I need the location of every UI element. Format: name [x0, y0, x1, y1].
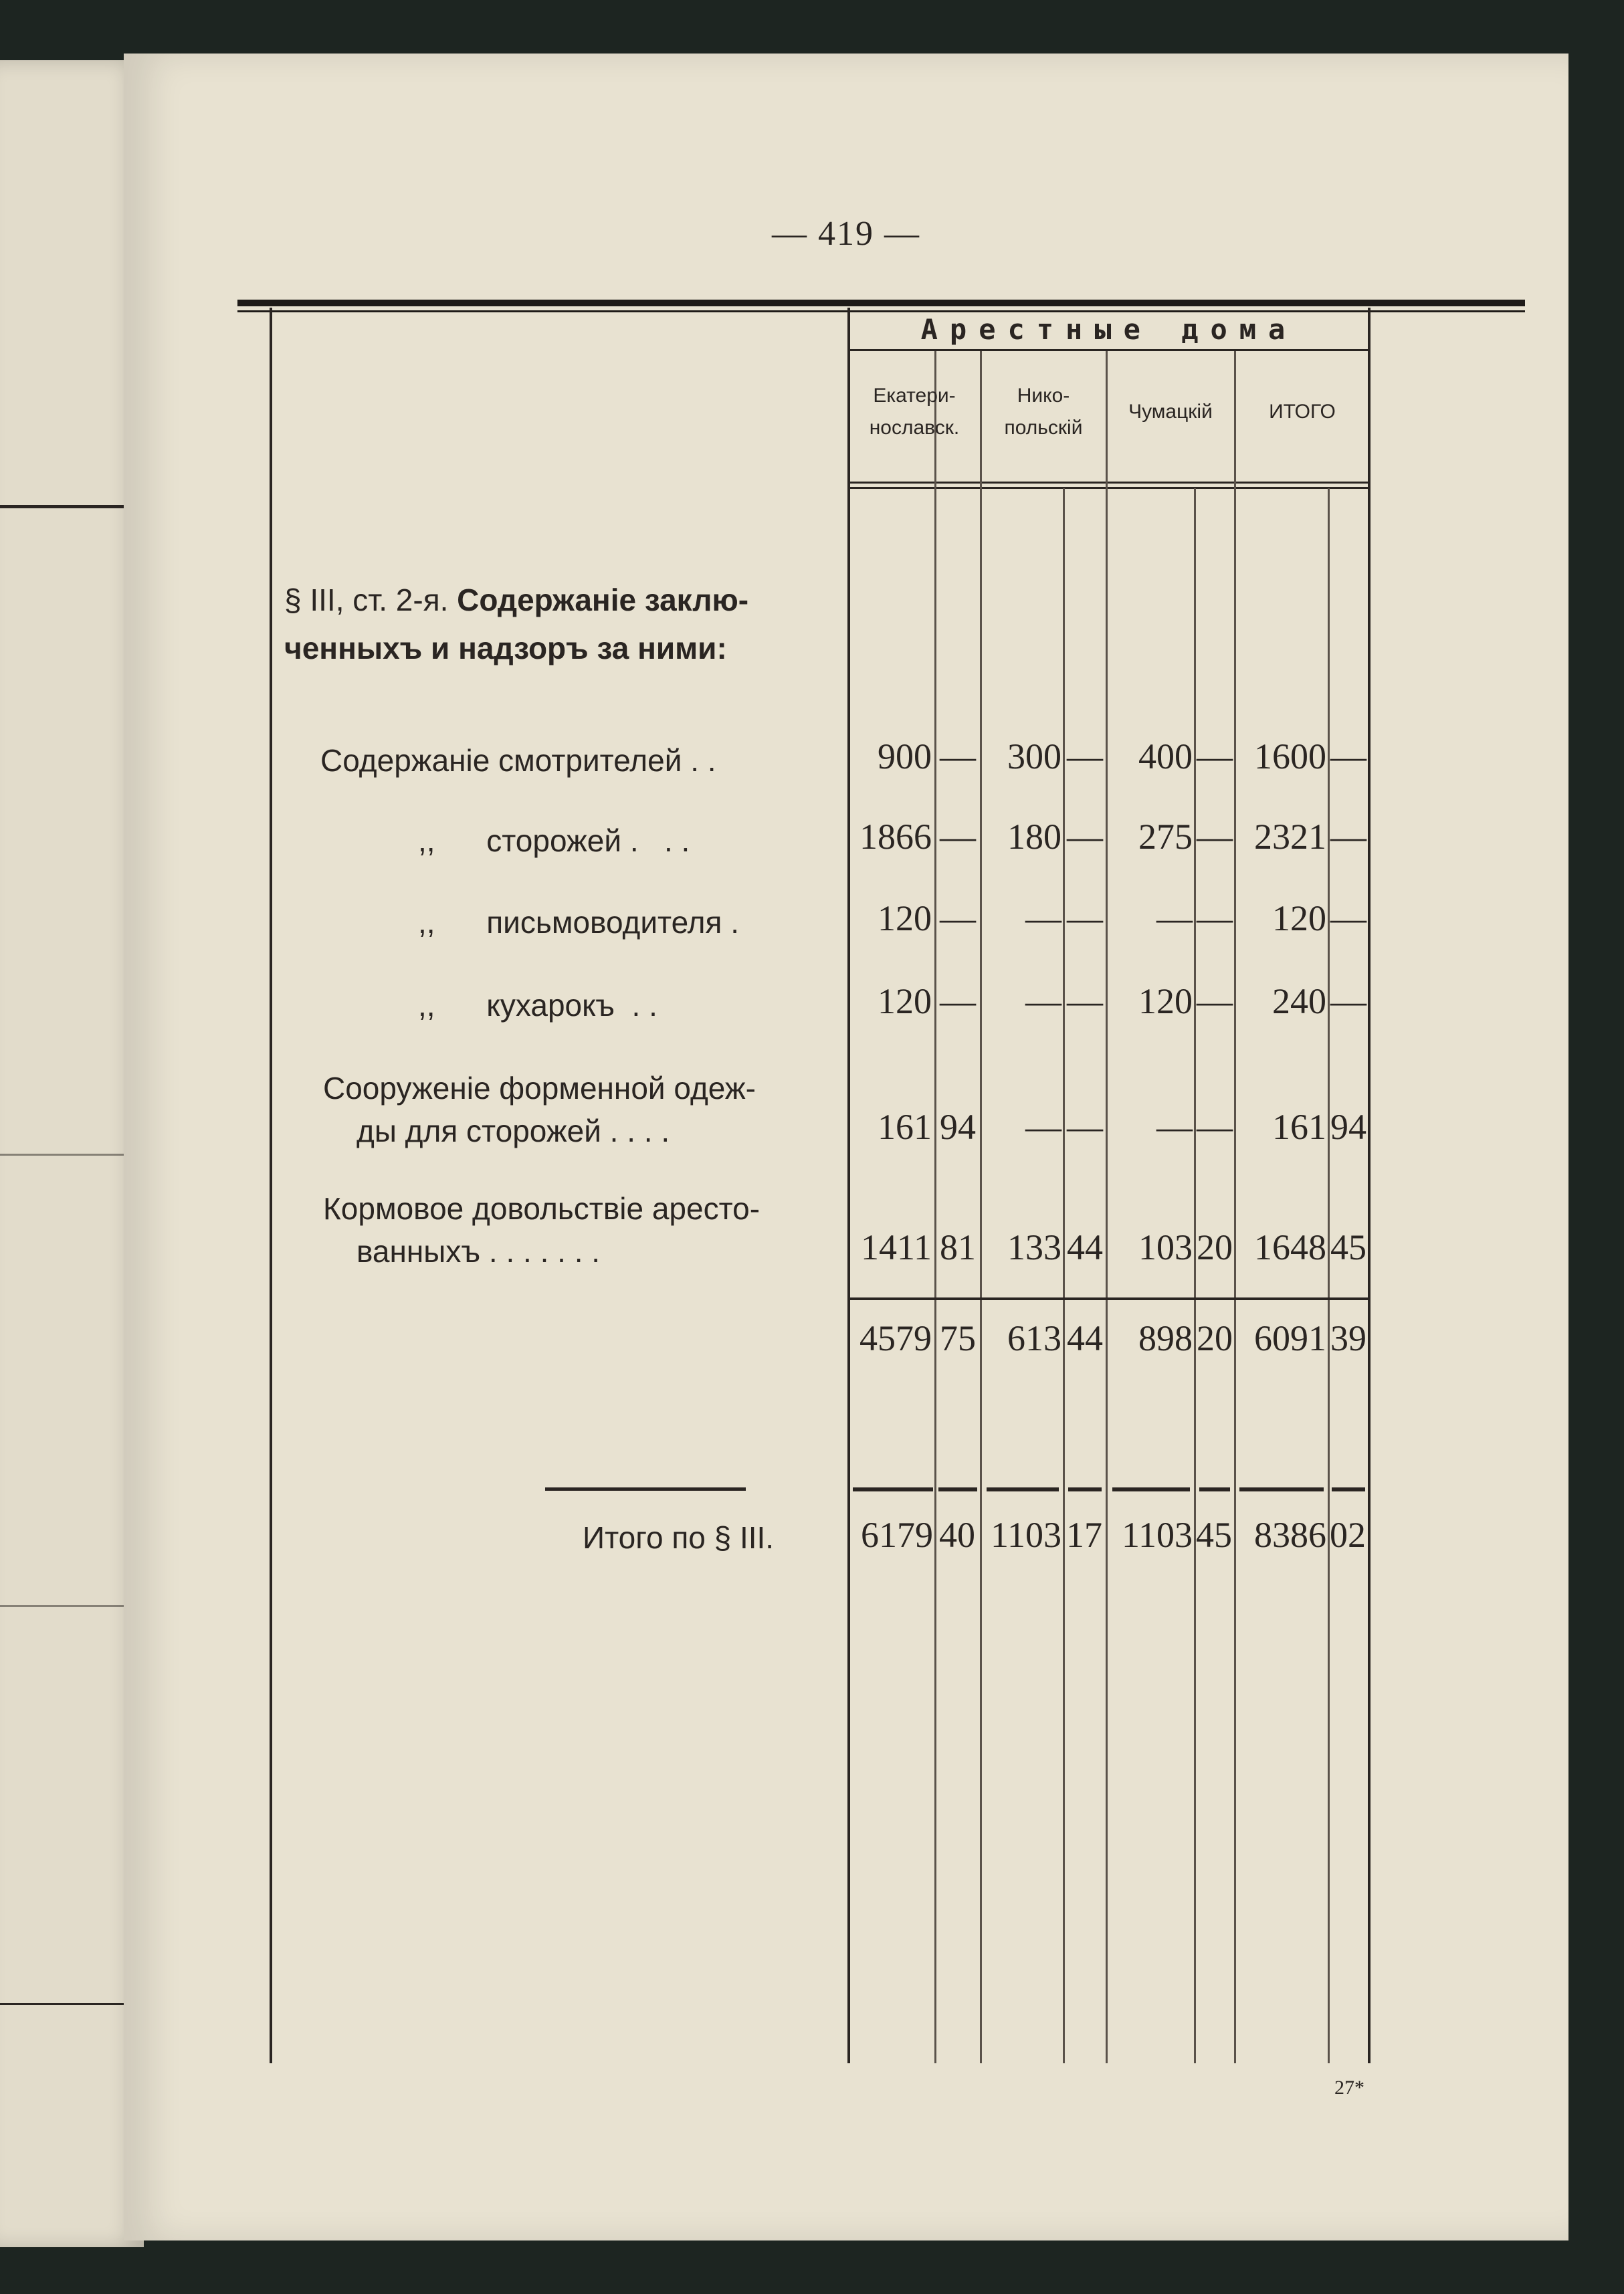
column-divider — [1194, 488, 1196, 2063]
subtotal-kop: 39 — [1330, 1318, 1366, 1358]
column-header-chumatsky — [1107, 396, 1234, 428]
cell-kop: — — [1330, 898, 1366, 938]
cell-rub: 180 — [1007, 817, 1061, 857]
top-rule-thin — [237, 310, 1525, 312]
row-label: Кормовое довольствіе аресто- — [323, 1191, 760, 1226]
column-divider — [1234, 351, 1236, 2063]
total-rule — [987, 1487, 1059, 1491]
total-rub: 8386 — [1254, 1515, 1326, 1555]
cell-kop: — — [940, 736, 976, 776]
subtotal-rub: 613 — [1007, 1318, 1061, 1358]
cell-rub: 1411 — [861, 1227, 932, 1267]
cell-kop: — — [1197, 736, 1233, 776]
cell-kop: — — [1197, 898, 1233, 938]
cell-rub: 161 — [878, 1107, 932, 1147]
column-header-itogo — [1237, 396, 1368, 428]
total-rub: 1103 — [991, 1515, 1061, 1555]
subtotal-rub: 6091 — [1254, 1318, 1326, 1358]
cell-kop: 20 — [1197, 1227, 1233, 1267]
total-rule — [1332, 1487, 1365, 1491]
row-label: Сооруженіе форменной одеж- — [323, 1071, 756, 1106]
total-rule-label — [545, 1487, 746, 1491]
left-page-edge — [0, 60, 144, 2247]
cell-rub: — — [1025, 898, 1061, 938]
cell-kop: 44 — [1067, 1227, 1103, 1267]
cell-kop: 81 — [940, 1227, 976, 1267]
total-rule — [938, 1487, 977, 1491]
column-header-ekaterinoslavsk — [850, 380, 979, 444]
cell-rub: — — [1156, 898, 1193, 938]
column-header-line: нославск. — [869, 417, 960, 439]
column-divider — [1063, 488, 1065, 2063]
document-page — [124, 54, 1568, 2240]
cell-kop: — — [940, 817, 976, 857]
subtotal-rule — [847, 1297, 1371, 1300]
row-label: ды для сторожей . . . . — [357, 1114, 670, 1148]
cell-rub: 1866 — [859, 817, 932, 857]
data-area-left-border — [847, 308, 850, 2063]
column-divider — [1328, 488, 1330, 2063]
cell-kop: — — [1067, 1107, 1103, 1147]
cell-rub: — — [1025, 1107, 1061, 1147]
cell-kop: 94 — [1330, 1107, 1366, 1147]
page-number: — 419 — — [772, 215, 920, 253]
left-page-rule — [0, 1605, 134, 1607]
cell-rub: 133 — [1007, 1227, 1061, 1267]
total-rub: 6179 — [861, 1515, 933, 1555]
cell-rub: 275 — [1138, 817, 1193, 857]
section-prefix: § III, ст. 2-я. — [284, 583, 449, 617]
cell-rub: 1600 — [1254, 736, 1326, 776]
total-rule — [1239, 1487, 1324, 1491]
subtotal-kop: 20 — [1197, 1318, 1233, 1358]
cell-kop: 45 — [1330, 1227, 1366, 1267]
cell-kop: — — [940, 981, 976, 1021]
cell-kop: — — [940, 898, 976, 938]
cell-rub: 103 — [1138, 1227, 1193, 1267]
cell-rub: 300 — [1007, 736, 1061, 776]
label-column-left-border — [270, 308, 272, 2063]
cell-rub: 120 — [1138, 981, 1193, 1021]
top-rule — [237, 300, 1525, 306]
subtotal-kop: 75 — [940, 1318, 976, 1358]
cell-kop: — — [1067, 898, 1103, 938]
column-header-line: ИТОГО — [1269, 401, 1336, 423]
header-bottom-rule — [847, 487, 1371, 489]
total-kop: 17 — [1066, 1515, 1102, 1555]
cell-rub: 1648 — [1254, 1227, 1326, 1267]
section-heading-line1 — [284, 582, 748, 618]
total-kop: 02 — [1330, 1515, 1366, 1555]
header-title: Арестные дома — [920, 313, 1298, 346]
cell-rub: — — [1025, 981, 1061, 1021]
column-header-line: Нико- — [1017, 385, 1070, 407]
cell-kop: 94 — [940, 1107, 976, 1147]
section-title: Содержаніе заклю- — [457, 583, 749, 617]
column-header-line: польскій — [1004, 417, 1083, 439]
cell-kop: — — [1330, 736, 1366, 776]
total-rule — [1199, 1487, 1230, 1491]
total-rule — [853, 1487, 933, 1491]
cell-rub: 120 — [878, 981, 932, 1021]
subtotal-rub: 4579 — [859, 1318, 932, 1358]
total-rule — [1068, 1487, 1102, 1491]
column-header-nikopolsky — [981, 380, 1106, 444]
column-divider — [980, 351, 982, 2063]
column-divider — [934, 351, 936, 2063]
cell-rub: 400 — [1138, 736, 1193, 776]
row-label: ,, письмоводителя . — [418, 905, 739, 940]
header-title-underline — [847, 349, 1371, 351]
cell-rub: 120 — [878, 898, 932, 938]
section-heading-line2: ченныхъ и надзоръ за ними: — [284, 631, 727, 665]
total-rule — [1112, 1487, 1190, 1491]
total-rub: 1103 — [1122, 1515, 1193, 1555]
row-label: ,, кухарокъ . . — [418, 988, 657, 1023]
row-label: Содержаніе смотрителей . . — [320, 743, 716, 778]
subtotal-kop: 44 — [1067, 1318, 1103, 1358]
subtotal-rub: 898 — [1138, 1318, 1193, 1358]
cell-kop: — — [1330, 981, 1366, 1021]
left-page-rule — [0, 2003, 134, 2005]
data-area-right-border — [1368, 308, 1371, 2063]
cell-rub: 900 — [878, 736, 932, 776]
cell-kop: — — [1197, 817, 1233, 857]
cell-kop: — — [1197, 981, 1233, 1021]
cell-kop: — — [1067, 736, 1103, 776]
column-header-line: Екатери- — [873, 385, 956, 407]
left-page-rule — [0, 1154, 134, 1156]
cell-rub: 240 — [1272, 981, 1326, 1021]
header-bottom-rule — [847, 482, 1371, 484]
row-label: ванныхъ . . . . . . . — [357, 1234, 601, 1269]
column-header-line: Чумацкій — [1128, 401, 1213, 423]
cell-kop: — — [1197, 1107, 1233, 1147]
column-divider — [1106, 351, 1108, 2063]
cell-kop: — — [1067, 817, 1103, 857]
cell-kop: — — [1067, 981, 1103, 1021]
total-kop: 45 — [1196, 1515, 1232, 1555]
cell-rub: — — [1156, 1107, 1193, 1147]
left-page-rule — [0, 505, 137, 508]
cell-rub: 161 — [1272, 1107, 1326, 1147]
row-label: ,, сторожей . . . — [418, 823, 690, 858]
signature-mark: 27* — [1334, 2077, 1364, 2099]
cell-rub: 2321 — [1254, 817, 1326, 857]
cell-kop: — — [1330, 817, 1366, 857]
total-kop: 40 — [939, 1515, 975, 1555]
cell-rub: 120 — [1272, 898, 1326, 938]
total-label: Итого по § III. — [583, 1520, 775, 1555]
